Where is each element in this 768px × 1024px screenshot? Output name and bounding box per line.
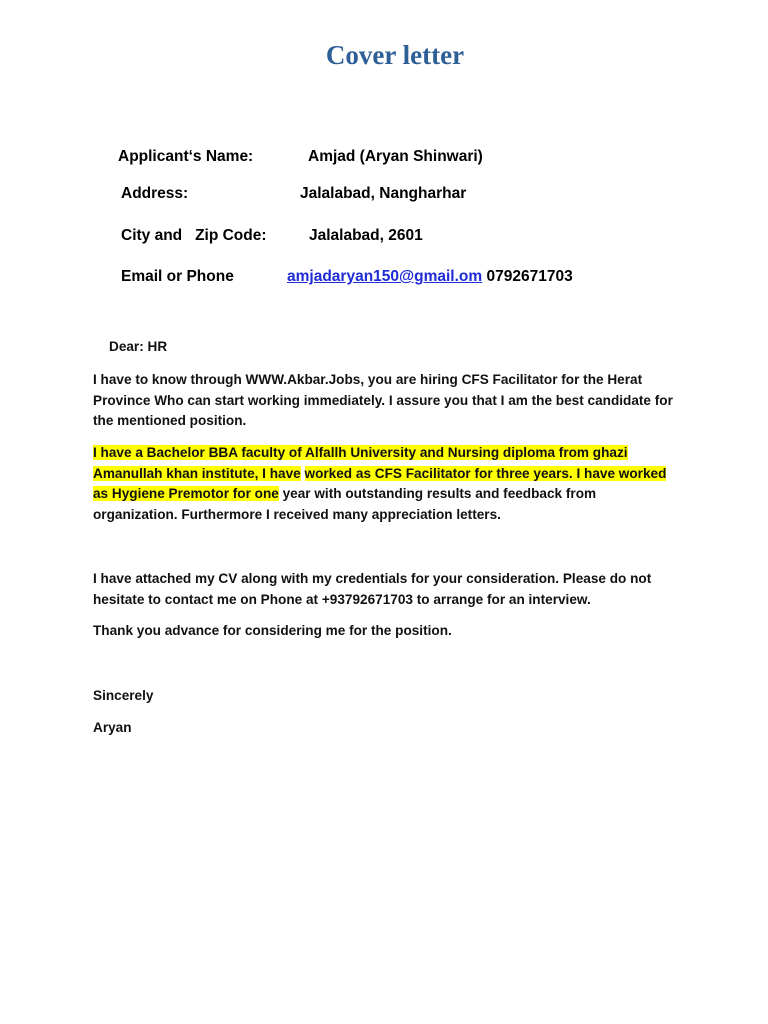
city-zip-label: City and Zip Code:: [121, 227, 267, 244]
address-value: Jalalabad, Nangharhar: [300, 185, 467, 202]
address-label: Address:: [121, 185, 189, 202]
signature: Aryan: [93, 720, 132, 735]
paragraph-3: I have attached my CV along with my credentials for your consideration. Please do not hesitate to contact me on Phone at +93792671703 to arrange for an interview.: [93, 571, 652, 607]
applicant-name-value: Amjad (Aryan Shinwari): [308, 148, 483, 165]
contact-label: Email or Phone: [121, 268, 234, 285]
paragraph-4: Thank you advance for considering me for the position.: [93, 623, 452, 638]
paragraph-1: I have to know through WWW.Akbar.Jobs, you are hiring CFS Facilitator for the Herat Province Who can start working immediately. I assure you that I am the best candidate for the mentioned position.: [93, 372, 673, 428]
phone-number: 0792671703: [486, 268, 573, 285]
document-title: Cover letter: [325, 40, 465, 70]
highlight-2: worked as CFS Facilitator for three years. I have worked as Hygiene Premotor for one: [93, 465, 667, 501]
greeting: Dear: HR: [109, 339, 168, 354]
applicant-name-label: Applicant‘s Name:: [118, 148, 254, 165]
paragraph-2-rest: year with outstanding results and feedback from organization. Furthermore I received many appreciation letters.: [93, 486, 597, 522]
email-link[interactable]: amjadaryan150@gmail.om: [287, 268, 483, 285]
highlight-1: I have a Bachelor BBA faculty of Alfallh University and Nursing diploma from ghazi Amanullah khan institute, I have: [93, 445, 628, 481]
paragraph-2: [93, 443, 668, 525]
closing: Sincerely: [93, 688, 154, 703]
city-zip-value: Jalalabad, 2601: [309, 227, 423, 244]
